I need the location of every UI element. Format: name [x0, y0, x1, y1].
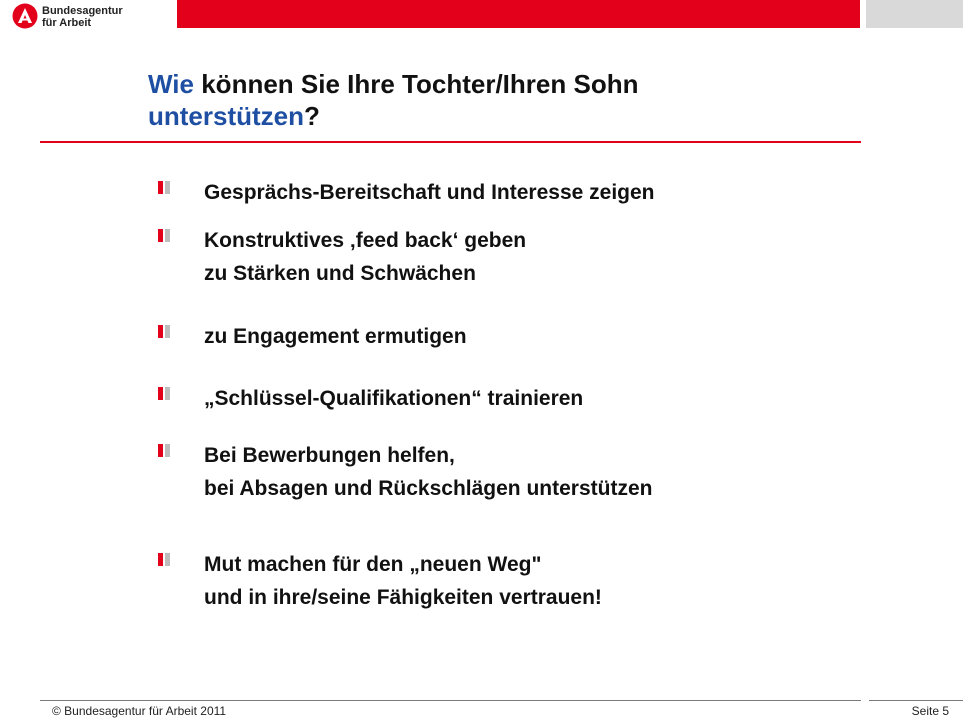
bullet-marker-icon [158, 325, 170, 338]
footer-rule-right [869, 700, 963, 701]
title-part-main: können Sie Ihre Tochter/Ihren Sohn [194, 69, 639, 99]
bullet-line: bei Absagen und Rückschlägen unterstützen [204, 477, 653, 500]
bullet-text-5 [204, 439, 652, 505]
bullet-text-4 [204, 382, 583, 415]
logo-line-2: für Arbeit [42, 17, 92, 29]
title-part-question: ? [304, 101, 320, 131]
bullet-marker-icon [158, 444, 170, 457]
bullet-marker-icon [158, 181, 170, 194]
bullet-line: „Schlüssel-Qualifikationen“ trainieren [204, 387, 584, 410]
title-part-wie: Wie [148, 69, 194, 99]
bullet-line: zu Engagement ermutigen [204, 325, 467, 348]
bullet-text-6 [204, 548, 602, 614]
bullet-line: Konstruktives ‚feed back‘ geben [204, 229, 527, 252]
bullet-text-1 [204, 176, 655, 209]
bullet-text-3 [204, 320, 467, 353]
footer-rule-left [40, 700, 861, 701]
footer-page-number: Seite 5 [911, 704, 949, 718]
bullet-marker-icon [158, 229, 170, 242]
bullet-line: Bei Bewerbungen helfen, [204, 444, 455, 467]
bullet-line: Gesprächs-Bereitschaft und Interesse zeigen [204, 181, 655, 204]
logo-line-1: Bundesagentur [42, 5, 123, 17]
bullet-marker-icon [158, 387, 170, 400]
title-part-unterstuetzen: unterstützen [148, 101, 304, 131]
bullet-marker-icon [158, 553, 170, 566]
bullet-line: zu Stärken und Schwächen [204, 262, 476, 285]
footer-copyright: © Bundesagentur für Arbeit 2011 [52, 704, 227, 718]
bullet-line: und in ihre/seine Fähigkeiten vertrauen! [204, 586, 602, 609]
bullet-text-2 [204, 224, 526, 290]
bullet-line: Mut machen für den „neuen Weg" [204, 553, 542, 576]
